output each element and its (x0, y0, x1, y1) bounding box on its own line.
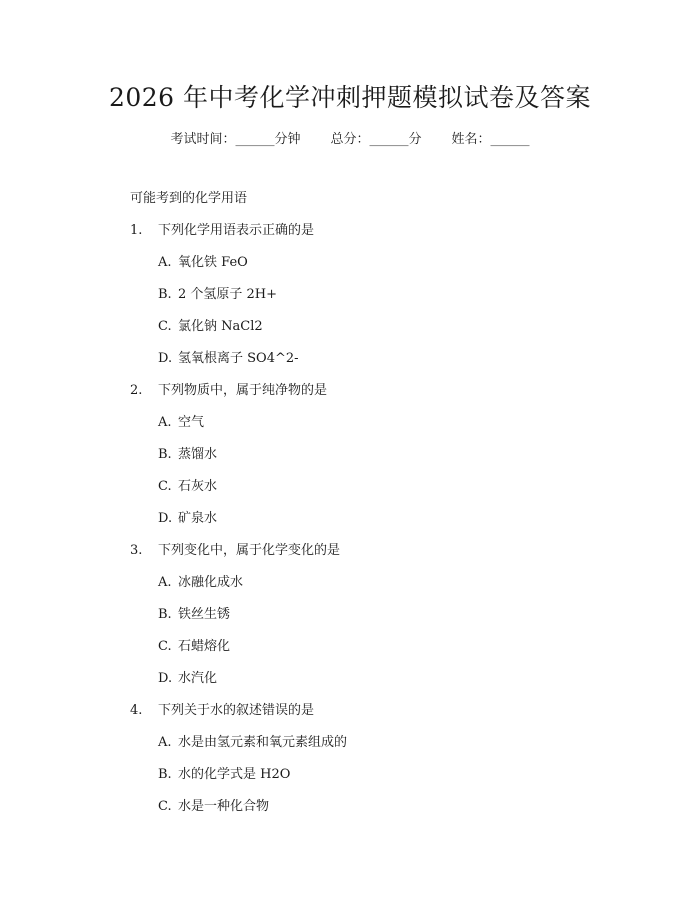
question-text: 下列物质中，属于纯净物的是 (158, 383, 328, 398)
option-1b (130, 285, 670, 317)
option-1d (130, 349, 670, 381)
option-4a (130, 733, 670, 765)
question-number: 1. (130, 223, 143, 238)
option-letter: A. (158, 255, 172, 270)
option-text: 石蜡熔化 (178, 639, 231, 654)
question-4 (130, 701, 670, 733)
option-text: 水是一种化合物 (178, 799, 270, 814)
option-text: 矿泉水 (178, 511, 218, 526)
name-blank: ______ (490, 132, 530, 147)
exam-time-label: 考试时间： (170, 132, 236, 147)
exam-info (0, 130, 700, 150)
question-1 (130, 221, 670, 253)
option-4b (130, 765, 670, 797)
name-label: 姓名： (451, 132, 491, 147)
option-text: 2 个氢原子 2H+ (178, 287, 278, 302)
option-letter: B. (158, 447, 172, 462)
section-heading: 可能考到的化学用语 (130, 191, 248, 206)
option-3a (130, 573, 670, 605)
question-3 (130, 541, 670, 573)
option-3b (130, 605, 670, 637)
option-2a (130, 413, 670, 445)
option-text: 铁丝生锈 (178, 607, 231, 622)
option-text: 水是由氢元素和氧元素组成的 (178, 735, 348, 750)
option-letter: B. (158, 767, 172, 782)
option-letter: C. (158, 479, 172, 494)
option-letter: A. (158, 735, 172, 750)
exam-time-blank: ______ (235, 132, 275, 147)
option-text: 冰融化成水 (178, 575, 244, 590)
option-2c (130, 477, 670, 509)
option-2b (130, 445, 670, 477)
option-text: 空气 (178, 415, 205, 430)
option-letter: A. (158, 415, 172, 430)
option-letter: B. (158, 607, 172, 622)
question-number: 3. (130, 543, 143, 558)
total-score-unit: 分 (408, 132, 422, 147)
exam-time-unit: 分钟 (274, 132, 301, 147)
option-4c (130, 797, 670, 829)
option-letter: D. (158, 351, 173, 366)
option-text: 水汽化 (178, 671, 218, 686)
page-title: 2026 年中考化学冲刺押题模拟试卷及答案 (108, 83, 592, 112)
question-2 (130, 381, 670, 413)
option-letter: C. (158, 639, 172, 654)
question-number: 4. (130, 703, 143, 718)
total-score-label: 总分： (330, 132, 370, 147)
question-list (130, 189, 670, 829)
question-text: 下列关于水的叙述错误的是 (158, 703, 315, 718)
option-3d (130, 669, 670, 701)
option-letter: C. (158, 319, 172, 334)
option-1a (130, 253, 670, 285)
option-text: 蒸馏水 (178, 447, 218, 462)
option-3c (130, 637, 670, 669)
option-1c (130, 317, 670, 349)
question-text: 下列化学用语表示正确的是 (158, 223, 315, 238)
option-letter: A. (158, 575, 172, 590)
option-letter: B. (158, 287, 172, 302)
option-text: 氢氧根离子 SO4^2- (178, 351, 299, 366)
question-text: 下列变化中，属于化学变化的是 (158, 543, 341, 558)
option-letter: D. (158, 511, 173, 526)
option-2d (130, 509, 670, 541)
option-text: 石灰水 (178, 479, 218, 494)
option-text: 水的化学式是 H2O (178, 767, 291, 782)
question-number: 2. (130, 383, 143, 398)
option-letter: C. (158, 799, 172, 814)
option-letter: D. (158, 671, 173, 686)
option-text: 氧化铁 FeO (178, 255, 248, 270)
option-text: 氯化钠 NaCl2 (178, 319, 263, 334)
total-score-blank: ______ (369, 132, 409, 147)
